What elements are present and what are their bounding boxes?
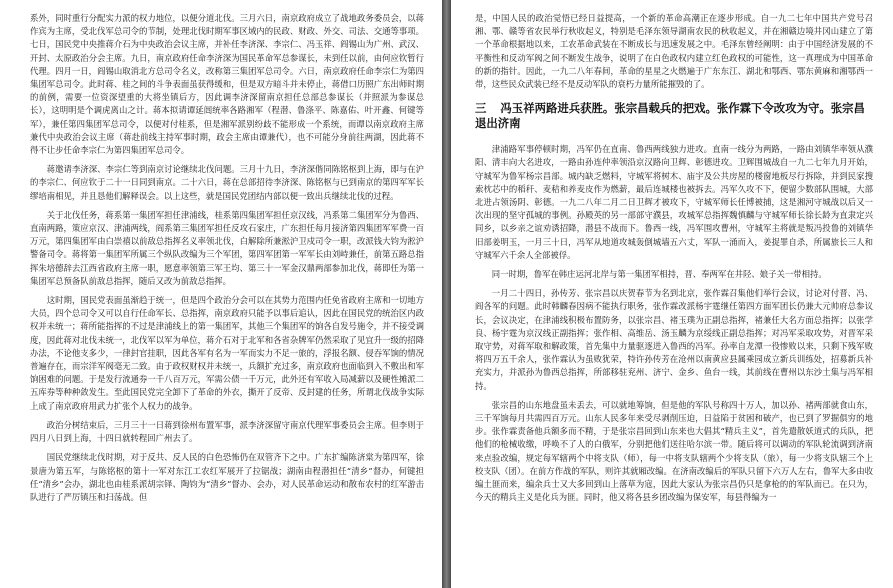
left-paragraph-2: 蒋邀请李济深、李宗仁等到南京讨论继续北伐问题。三月十九日，李济深偕同陈铭枢到上海，即与在沪的李宗仁、何应钦于二十一日同到南京。二十六日，蒋在总部招待李济深、陈铭枢与已到南京的第四军军长缪培南相见，并且恳他们解释误会。以上这些，就是国民党团结内部以便一致出兵继续北伐的过程。 — [30, 164, 424, 201]
left-paragraph-4: 这时期，国民党表面虽渐趋于统一，但是四个政治分会可以在其势力范围内任免省政府主席和一切地方大员，四个总司令又可以自行任命军长、总指挥，南京政府只能予以事后追认，因此在国民党的统治区内政权并未统一；蒋所能指挥的不过是津浦线上的第一集团军，其他三个集团军的饷各自发号施令，并不接受调度，因此蒋对北伐未统一，北伐军以军为单位，蒋介石对于北军和各省杂牌军仍然采取了见宜升一级的招降办法，不论他支多少，一律封官挂职，因此各军有名为一军而实力不足一旅的，浮报名额、侵吞军饷的情况普遍存在，而宗洋军阀毫无二致。由于政权财权并未统一，兵额扩充过多，南京政府也面临到入不敷出和军饷困难的问题。于是发行流通券一千八百万元，军需公债一千万元，此外还有军收入局减薪以及硬性摊派二五库券等种种敛发生。至此国民党完全卸下了革命的外衣，撕开了反帝、反封建的任务，所谓北伐战争实际上成了南京政府用武力扩张个人权力的战争。 — [30, 295, 424, 411]
section-heading — [475, 101, 873, 131]
left-paragraph-3: 关于北伐任务，蒋系第一集团军担任津浦线，桂系第四集团军担任京汉线，冯系第二集团军分为鲁西、直南两路，策应京汉、津浦两线，阎系第三集团军担任反攻石家庄，广东担任每月接济第四集团军军费一百万元，第四集团军由白崇禧以前敌总指挥名义率领北伐，白解除所兼淞沪卫戍司令一职，改派钱大钧为淞沪警备司令。蒋将第一集团军所属三个纵队改编为三个军团，第四军团第一军军长由刘峙兼任，前第五路总指挥朱培德辞去江西省政府主席一职，愿意率领第三军王均、第三十一军金汉鼎两部参加北伐，蒋即任为第一集团军总预备队前敌总指挥，随后又改为前敌总指挥。 — [30, 209, 424, 286]
left-book-page — [0, 0, 442, 588]
right-paragraph-2: 津浦路军事停顿时期，冯军仍在直南、鲁西两线独力进攻。直南一线分为两路，一路由刘镇华率领从濮阳、清丰向大名进攻，一路由孙连仲率领沿京汉路向卫辉、彰德进攻。卫辉围城战自一九二七年九月开始，守城军为鲁军杨宗昌部。城内缺乏燃料，守城军将树木、庙宇及公共房屋的楼窗地板尽行拆除，并到民家搜索枕芯中的稻秆、麦秸和养麦皮作为燃薪，最后连城楼也被拆去。冯军久攻不下，便留少数部队围城，大部北进占领汤阴、彰德。一九二八年二月二日卫辉才被攻下，守城军师长任博被捕，这是湘河守城战以后又一次出现的坚守孤城的事例。孙殿英的另一部部守濮县，攻城军总指挥魏慎麟与守城军师长徐长龄为直隶定兴同乡，以乡亲之谊劝诱招降，潜县不战而下。鲁西一线，冯军围攻曹州，守城军主将就是叛冯投鲁的刘镇华旧部姜明玉，一月三十日，冯军从地道攻城轰倒城墙五六丈，军队一涌而入，姜捉罪自杀，所属旅长三人和守城军六千余人全部被俘。 — [475, 144, 873, 260]
book-gutter — [442, 0, 451, 588]
left-paragraph-6: 国民党继续北伐时期，对于反共、反人民的白色恐怖仍在双管齐下之中。广东扩编陈济棠为第四军，徐景唐为第五军，与陈铭枢的第十一军对东江工农红军展开了拉锯战；湖南由程潜担任“清乡”督办，何键担任“清乡”会办，湖北也由桂系派胡宗铎、陶钧为“清乡”督办、会办，对人民革命运动和散布农村的红军游击队进行了严厉镇压和扫荡战。但 — [30, 452, 424, 502]
right-paragraph-3: 同一时期，鲁军在韩庄运河北岸与第一集团军相持，晋、奉两军在井陉、娘子关一带相持。 — [491, 269, 827, 280]
right-paragraph-1: 是，中国人民的政治觉悟已经日益提高，一个新的革命高潮正在逐步形成。自一九二七年中国共产党号召湘、鄂、赣等省农民举行秋收起义，特别是毛泽东领导湖南农民的秋收起义，并在湘赣边境井冈山建立了第一个革命根据地以来，工农革命武装在不断成长与迅速发展之中。毛泽东曾经阐明：由于中国经济发展的不平衡性和反动军阀之间不断发生战争，说明了在白色政权内建立红色政权的可能性，这一真理成为中国革命的新的指针。因此，一九二八年春间，革命的星星之火燃遍于广东东江、湖北和鄂西、鄂东黄麻和湘鄂西一带，这些民众武装已经不是反动军队的衰朽力量所能摧毁的了。 — [475, 13, 873, 90]
right-paragraph-4: 一月二十四日，孙传芳、张宗昌以庆贺春节为名到北京，张作霖召集他们举行会议，讨论对付晋、冯、阎各军的问题。此时韩麟春因病不能执行职务，张作霖改派杨宇霆继任第四方面军团长仍兼大元帅府总参议长，会议决定，在津浦线积极布置防务，以张宗昌、褚玉璞为正副总指挥，褚兼任大名方面总指挥；以张学良、杨宇霆为京汉线正副指挥；张作相、高维岳、汤玉麟为京绥线正副总指挥；对冯军采取攻势，对晋军采取守势，对蒋军取和解政策，首先集中力量驱逐进入鲁西的冯军。孙率自龙潭一役惨败以来，只剩下残军败将四万五千余人，张作霖认为虽败犹荣，特许孙传芳在沧州以南黄应县属乘园成立新兵训练处，招募新兵补充实力，并派孙为鲁西总指挥，所部移驻兖州、济宁、金乡、鱼台一线，其前线在曹州以东沙土集与冯军相持。 — [475, 288, 873, 391]
left-paragraph-5: 政治分树结束后，三月三十一日蒋到徐州布置军事，派李济深留守南京代理军事委员会主席。但李则于四月八日到上海，十四日就转程回广州去了。 — [30, 419, 424, 444]
right-paragraph-5: 张宗昌的山东地盘虽未丢去，可以就地筹饷，但是他的军队号称四十万人，加以孙、褚两部就食山东，三千军饷每月共需四百万元。山东人民多年来受尽剥削压迫，日益陷于贫困和破产，也已到了罗掘俱穷的地步。张作霖责备他兵额多而不精，于是张宗昌回到山东来也大倡其“精兵主义”，首先遣散妖道式的兵队，把他们的枪械收缴，呼唤不了人的白俄军，分别把他们送往哈尔滨一带。随后将可以调动的军队轮流调到济南来点验改编，规定每军辖两个中将支队（师），每一中将支队辖两个少将支队（旅），每一少将支队辖三个上校支队（团）。在前方作战的军队，则许其就厢改编。在济南改编后的军队只留下六万人左右，鲁军大多由收编土匪而来，编余兵士又大多回到山上落草为寇，因此大家认为张宗昌仍只是拿枪的的军队而已。在只为，今天的精兵主义是化兵为匪。同时，他又将各县乡团改编为保安军，每县得编为一 — [475, 399, 873, 503]
section-number: 三 — [475, 101, 487, 116]
section-title: 冯玉祥两路进兵获胜。张宗昌载兵的把戏。张作霖下令改攻为守。张宗昌退出济南 — [475, 101, 865, 131]
right-book-page — [451, 0, 893, 588]
left-paragraph-1: 系外，同时重行分配实力派的权力地位，以便分道北伐。三月六日，南京政府成立了战地政务委员会，以蒋作宾为主席，受北伐军总司令的节制，处理北伐时期军事区域内的民政、财政、外交、司法、交通等事项。七日，国民党中央推蒋介石为中央政治会议主席，并补任李济深、李宗仁、冯玉祥、阎锡山为广州、武汉、开封、太原政治分会主席。九日，南京政府任命李济深为国民革命军总参谋长，未到任以前，由何应钦暂行代理。四月一日，阎锡山取消北方总司令名义，改称第三集团军总司令。六日，南京政府任命李宗仁为第四集团军总司令。此时蒋、桂之间的斗争表面虽获得缓和，但是双方暗斗并未停止，蒋借口历照广东出师时期的前例，需要一位资深望重的大将坐镇后方，因此调李济深留南京担任总部总参谋长（并照派为参谋总长），这明明是个调虎离山之计。蒋本拟请谭延闿统率各路湘军（程潜、鲁涤平、陈嘉佑、叶开鑫、何键等军），兼任第四集团军总司令，以便对付桂系，但是湘军派别纷歧不能形成一个系统，而谭以南京政府主席兼代中央政治会议主席（蒋赴前线主持军事时期，政会主席由谭兼代），也不可能分身前往两湖，因此蒋不得不让步任命李宗仁为第四集团军总司令。 — [30, 13, 424, 156]
